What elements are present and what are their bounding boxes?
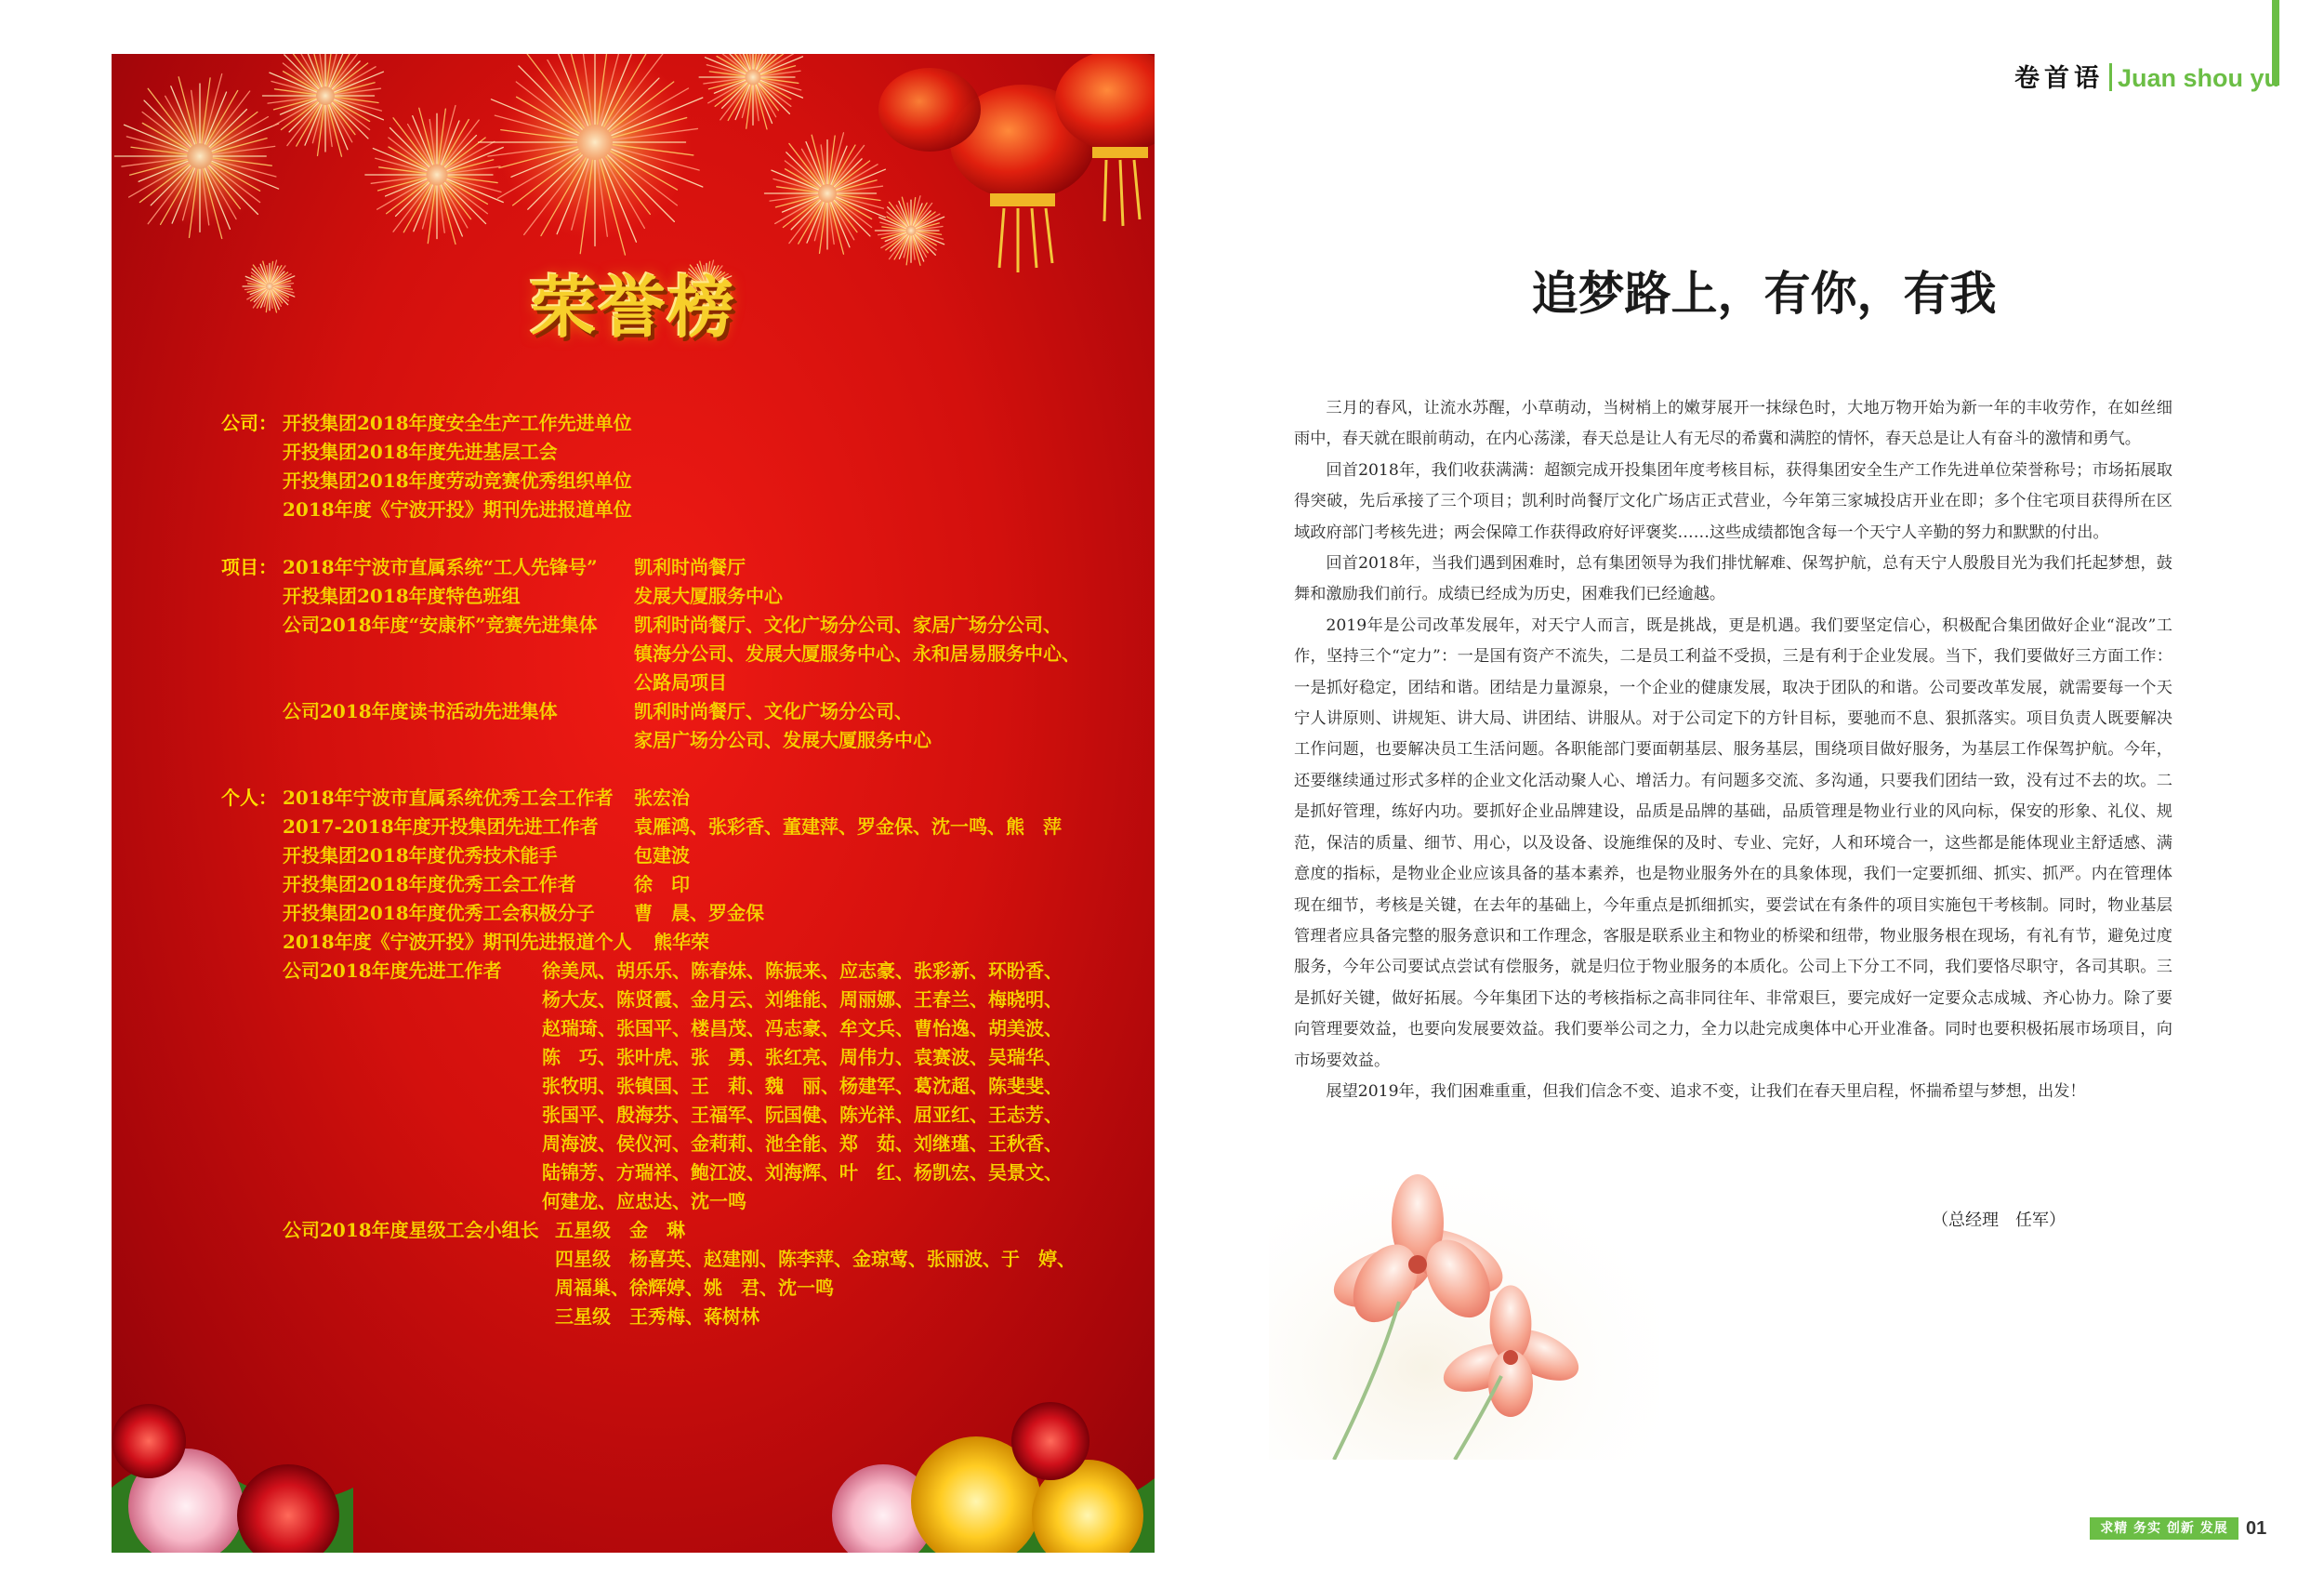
honor-item-recipients: 张宏治 — [634, 787, 690, 809]
page-number: 01 — [2246, 1518, 2267, 1539]
honor-item-recipients: 陈 巧、张叶虎、张 勇、张红亮、周伟力、袁赛波、吴瑞华、 — [542, 1046, 1063, 1068]
honor-roll-page — [112, 54, 1155, 1553]
honor-item-recipients: 袁雁鸿、张彩香、董建萍、罗金保、沈一鸣、熊 萍 — [634, 815, 1062, 838]
section-title-cn: 卷首语 — [2014, 64, 2104, 92]
article-paragraph: 回首2018年，当我们遇到困难时，总有集团领导为我们排忧解难、保驾护航，总有天宁人殷殷目光为我们托起梦想，鼓舞和激励我们前行。成绩已经成为历史，困难我们已经逾越。 — [1294, 554, 2172, 604]
honor-item-recipients: 陆锦芳、方瑞祥、鲍江波、刘海辉、叶 红、杨凯宏、吴景文、 — [542, 1161, 1063, 1184]
article-paragraph: 展望2019年，我们困难重重，但我们信念不变、追求不变，让我们在春天里启程，怀揣希望与梦想，出发！ — [1326, 1081, 2086, 1101]
header-divider — [2109, 63, 2112, 91]
honor-item-recipients: 三星级 王秀梅、蒋树林 — [555, 1305, 759, 1328]
honor-item-text: 开投集团2018年度劳动竞赛优秀组织单位 — [283, 470, 632, 492]
article-paragraph: 回首2018年，我们收获满满：超额完成开投集团年度考核目标，获得集团安全生产工作先进单位荣誉称号；市场拓展取得突破，先后承接了三个项目；凯利时尚餐厅文化广场店正式营业，今年第三家城投店开业在即；多个住宅项目获得所在区域政府部门考核先进；两会保障工作获得政府好评褒奖……这些成绩都饱含每一个天宁人辛勤的努力和默默的付出。 — [1294, 460, 2172, 542]
honor-item-text: 开投集团2018年度优秀工会工作者 — [283, 873, 576, 895]
article-paragraph: 2019年是公司改革发展年，对天宁人而言，既是挑战，更是机遇。我们要坚定信心，积极配合集团做好企业“混改”工作，坚持三个“定力”：一是国有资产不流失，二是员工利益不受损，三是有利于企业发展。当下，我们要做好三方面工作：一是抓好稳定，团结和谐。团结是力量源泉，一个企业的健康发展，取决于团队的和谐。公司要改革发展，就需要每一个天宁人讲原则、讲规矩、讲大局、讲团结、讲服从。对于公司定下的方针目标，要驰而不息、狠抓落实。项目负责人既要解决工作问题，也要解决员工生活问题。各职能部门要面朝基层、服务基层，围绕项目做好服务，为基层工作保驾护航。今年，还要继续通过形式多样的企业文化活动聚人心、增活力。有问题多交流、多沟通，只要我们团结一致，没有过不去的坎。二是抓好管理，练好内功。要抓好企业品牌建设，品质是品牌的基础，品质管理是物业行业的风向标，保安的形象、礼仪、规范，保洁的质量、细节、用心，以及设备、设施维保的及时、专业、完好，人和环境合一，这些都是能体现业主舒适感、满意度的指标，是物业企业应该具备的基本素养，也是物业服务外在的具象体现，我们一定要抓细、抓实、抓严。内在管理体现在细节，考核是关键，在去年的基础上，今年重点是抓细抓实，要尝试在有条件的项目实施包干考核制。同时，物业基层管理者应具备完整的服务意识和工作理念，客服是联系业主和物业的桥梁和纽带，物业服务根在现场，有礼有节，避免过度服务，今年公司要试点尝试有偿服务，就是归位于物业服务的本质化。公司上下分工不同，我们要恪尽职守，各司其职。三是抓好关键，做好拓展。今年集团下达的考核指标之高非同往年、非常艰巨，要完成好一定要众志成城、齐心协力。除了要向管理要效益，也要向发展要效益。我们要举公司之力，全力以赴完成奥体中心开业准备。同时也要积极拓展市场项目，向市场要效益。 — [1294, 615, 2172, 1070]
honor-item-text: 开投集团2018年度先进基层工会 — [283, 441, 558, 463]
honor-item-recipients: 凯利时尚餐厅、文化广场分公司、 — [634, 700, 913, 722]
honor-item-text: 公司2018年度星级工会小组长 — [283, 1219, 539, 1241]
honor-item-text: 2018年度《宁波开投》期刊先进报道个人 — [283, 931, 632, 953]
honor-item-recipients: 杨大友、陈贤霞、金月云、刘维能、周丽娜、王春兰、梅晓明、 — [542, 988, 1063, 1011]
article-body — [1294, 393, 2324, 1107]
section-title-en: Juan shou yu — [2117, 64, 2279, 92]
honor-item-text: 开投集团2018年度安全生产工作先进单位 — [283, 412, 632, 434]
honor-item-recipients: 镇海分公司、发展大厦服务中心、永和居易服务中心、 — [634, 642, 1080, 665]
honor-item-recipients: 张牧明、张镇国、王 莉、魏 丽、杨建军、葛沈超、陈斐斐、 — [542, 1075, 1063, 1097]
honor-item-text: 2018年宁波市直属系统优秀工会工作者 — [283, 787, 614, 809]
honor-item-recipients: 公路局项目 — [634, 671, 727, 694]
footer-slogan: 求精 务实 创新 发展 — [2090, 1517, 2238, 1540]
honor-item-recipients: 凯利时尚餐厅 — [634, 556, 746, 578]
honor-item-text: 2017-2018年度开投集团先进工作者 — [283, 815, 599, 838]
honor-item-recipients: 徐美凤、胡乐乐、陈春妹、陈振来、应志豪、张彩新、环盼香、 — [542, 959, 1063, 982]
honor-item-recipients: 五星级 金 琳 — [555, 1219, 685, 1241]
honor-item-recipients: 熊华荣 — [654, 931, 709, 953]
fireworks-decoration — [112, 54, 1155, 444]
honor-section-label: 项目： — [221, 556, 277, 578]
article-signature: （总经理 任军） — [1932, 1211, 2066, 1230]
honor-item-recipients: 发展大厦服务中心 — [634, 585, 783, 607]
honor-item-text: 开投集团2018年度优秀技术能手 — [283, 844, 558, 867]
article-paragraph: 三月的春风，让流水苏醒，小草萌动，当树梢上的嫩芽展开一抹绿色时，大地万物开始为新一年的丰收劳作，在如丝细雨中，春天就在眼前萌动，在内心荡漾，春天总是让人有无尽的希冀和满腔的情怀，春天总是让人有奋斗的激情和勇气。 — [1294, 399, 2172, 449]
article-title: 追梦路上，有你，有我 — [1531, 267, 1997, 321]
honor-item-text: 开投集团2018年度特色班组 — [283, 585, 521, 607]
honor-item-recipients: 家居广场分公司、发展大厦服务中心 — [634, 729, 931, 751]
honor-item-text: 公司2018年度“安康杯”竞赛先进集体 — [283, 614, 598, 636]
honor-item-text: 公司2018年度读书活动先进集体 — [283, 700, 558, 722]
honor-section-label: 公司： — [221, 412, 277, 434]
honor-item-recipients: 徐 印 — [634, 873, 690, 895]
flower-decoration — [1269, 1153, 1659, 1460]
honor-item-recipients: 曹 晨、罗金保 — [634, 902, 764, 924]
honor-item-text: 开投集团2018年度优秀工会积极分子 — [283, 902, 595, 924]
honor-item-recipients: 赵瑞琦、张国平、楼昌茂、冯志豪、牟文兵、曹怡逸、胡美波、 — [542, 1017, 1063, 1039]
honor-item-recipients: 包建波 — [634, 844, 690, 867]
honor-item-recipients: 周海波、侯仪河、金莉莉、池全能、郑 茹、刘继瑾、王秋香、 — [542, 1132, 1063, 1155]
peony-decoration — [112, 1376, 1155, 1553]
honor-item-recipients: 张国平、殷海芬、王福军、阮国健、陈光祥、屈亚红、王志芳、 — [542, 1104, 1063, 1126]
honor-item-recipients: 凯利时尚餐厅、文化广场分公司、家居广场分公司、 — [634, 614, 1062, 636]
honor-item-text: 2018年度《宁波开投》期刊先进报道单位 — [283, 498, 632, 521]
honor-roll-title: 荣誉榜 — [529, 269, 736, 347]
honor-item-text: 公司2018年度先进工作者 — [283, 959, 502, 982]
honor-item-text: 2018年宁波市直属系统“工人先锋号” — [283, 556, 598, 578]
section-header — [2014, 58, 2279, 94]
honor-item-recipients: 四星级 杨喜英、赵建刚、陈李萍、金琼莺、张丽波、于 婷、 — [555, 1248, 1076, 1270]
honor-item-recipients: 何建龙、应忠达、沈一鸣 — [542, 1190, 746, 1212]
honor-item-recipients: 周福巢、徐辉婷、姚 君、沈一鸣 — [555, 1277, 834, 1299]
honor-section-label: 个人： — [221, 787, 277, 809]
